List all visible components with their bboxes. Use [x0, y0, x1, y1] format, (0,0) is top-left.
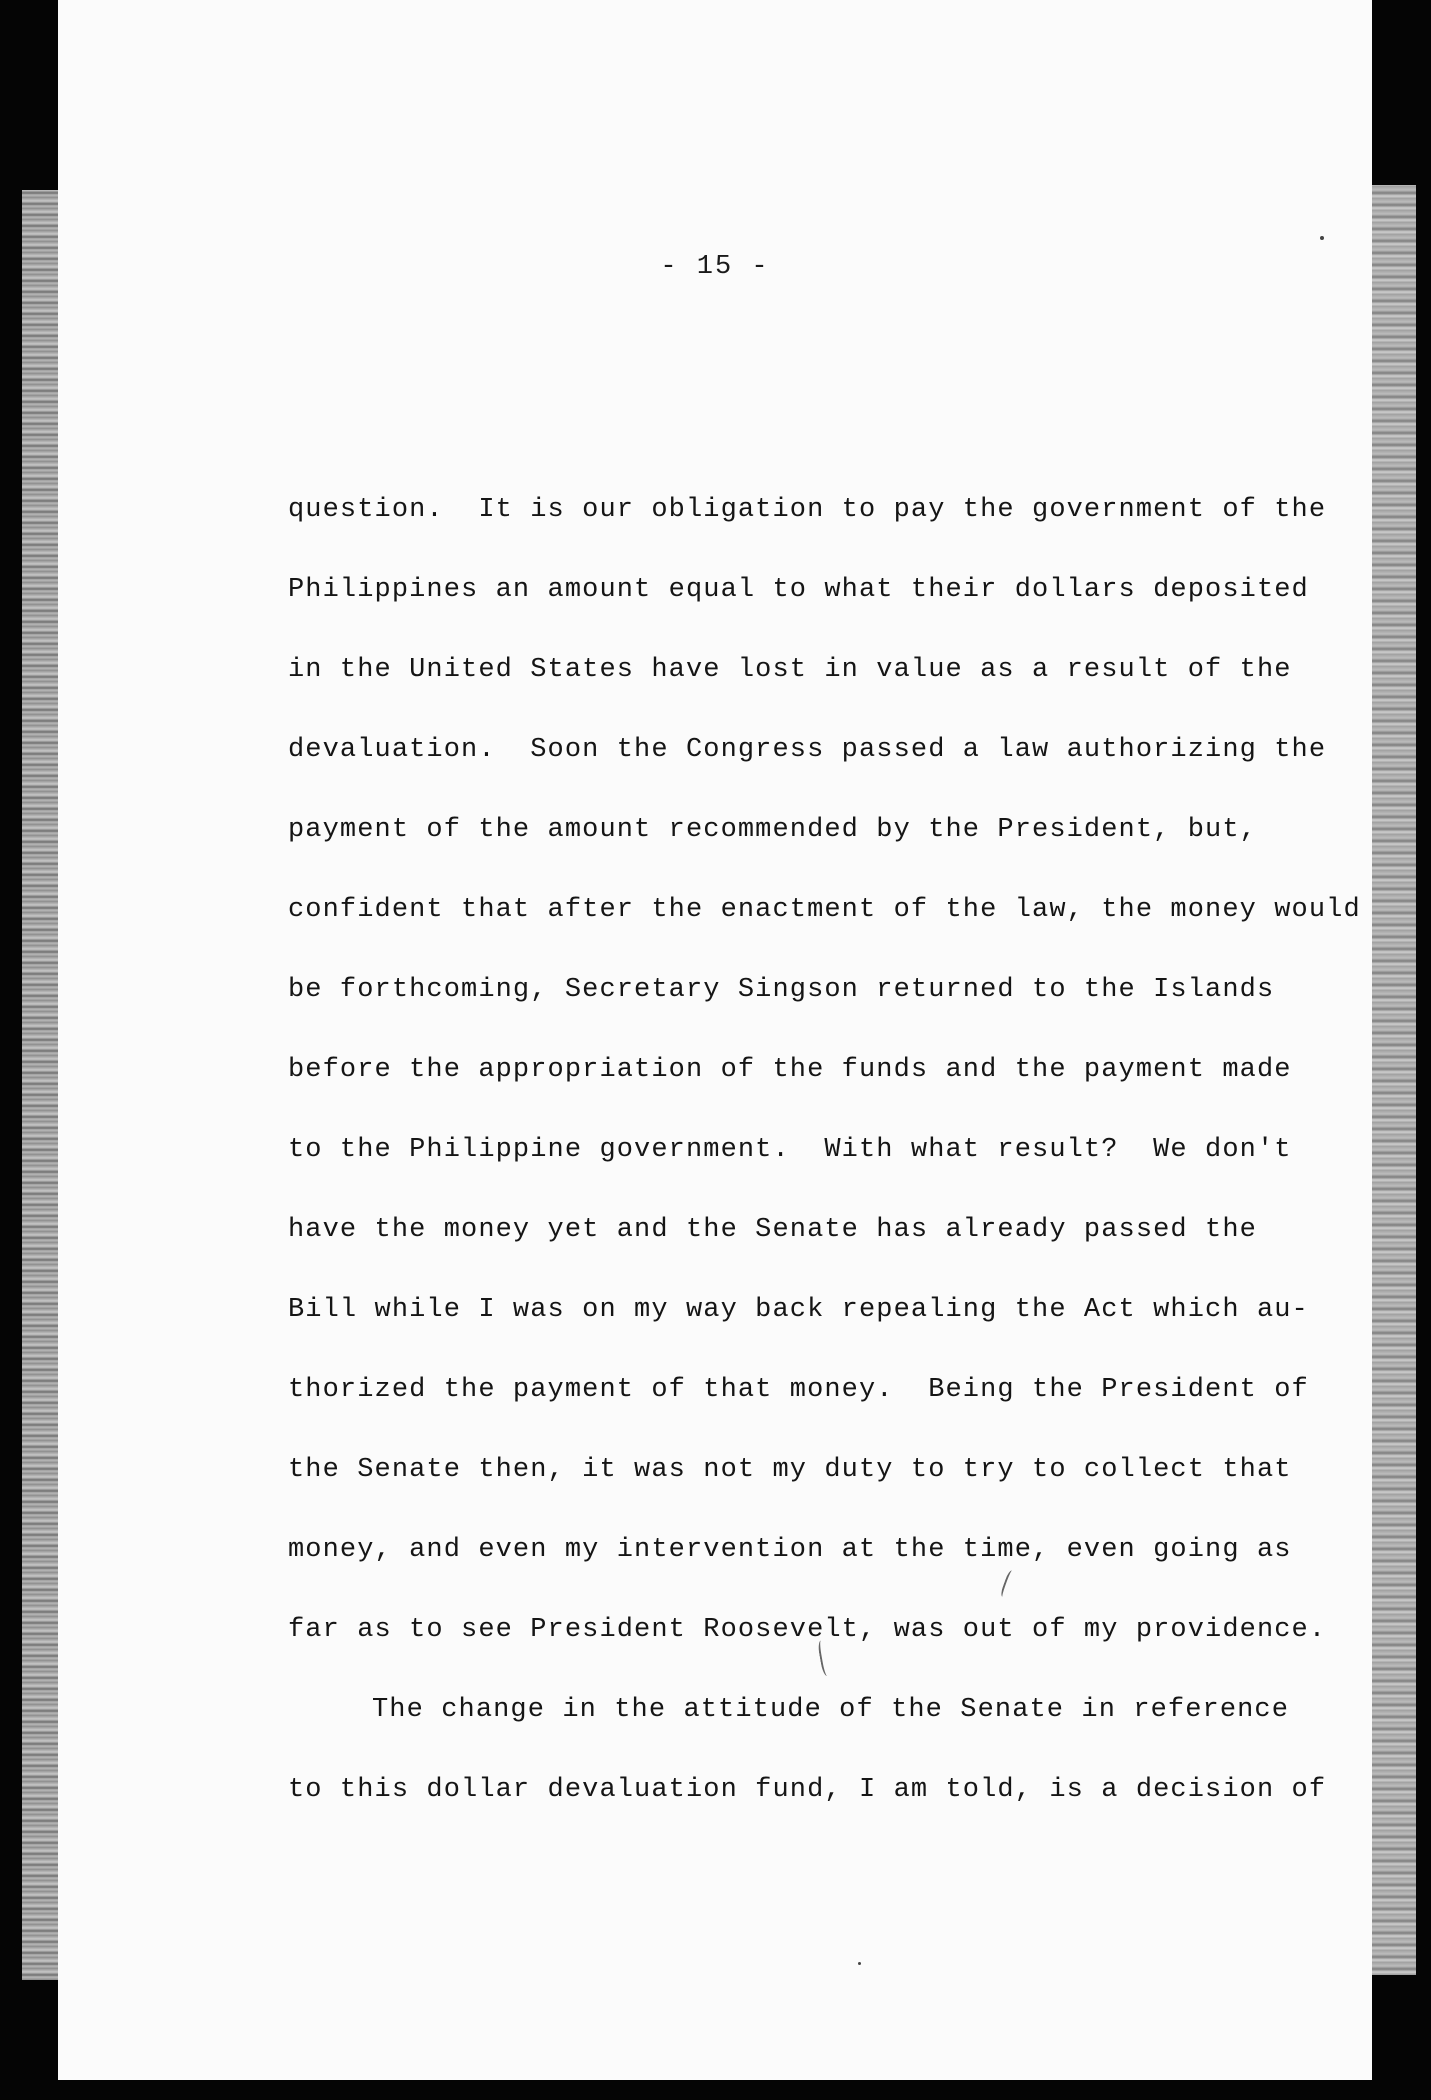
scan-edge-left [22, 190, 58, 1980]
text-line: to this dollar devaluation fund, I am told, is a decision of [288, 1775, 1327, 1805]
text-line: the Senate then, it was not my duty to try to collect that [288, 1455, 1292, 1485]
text-line: question. It is our obligation to pay the government of the [288, 495, 1327, 525]
text-line: in the United States have lost in value as a result of the [288, 655, 1292, 685]
page-number: - 15 - [660, 252, 770, 282]
scan-speck [1320, 236, 1324, 240]
text-line: Bill while I was on my way back repealing the Act which au- [288, 1295, 1309, 1325]
text-line: money, and even my intervention at the time, even going as [288, 1535, 1292, 1565]
paragraph-first-line: The change in the attitude of the Senate in reference [372, 1695, 1290, 1725]
scan-speck [858, 1962, 861, 1965]
text-line: thorized the payment of that money. Being the President of [288, 1375, 1309, 1405]
scan-edge-right [1372, 185, 1416, 1975]
text-line: confident that after the enactment of the law, the money would [288, 895, 1361, 925]
text-line: Philippines an amount equal to what their dollars deposited [288, 575, 1309, 605]
text-line: have the money yet and the Senate has already passed the [288, 1215, 1257, 1245]
text-line: to the Philippine government. With what result? We don't [288, 1135, 1292, 1165]
text-line: payment of the amount recommended by the President, but, [288, 815, 1257, 845]
text-line: before the appropriation of the funds and the payment made [288, 1055, 1292, 1085]
text-line: be forthcoming, Secretary Singson returned to the Islands [288, 975, 1275, 1005]
document-page [58, 0, 1372, 2080]
text-line: far as to see President Roosevelt, was out of my providence. [288, 1615, 1327, 1645]
text-line: devaluation. Soon the Congress passed a law authorizing the [288, 735, 1327, 765]
body-text [288, 480, 1361, 1840]
